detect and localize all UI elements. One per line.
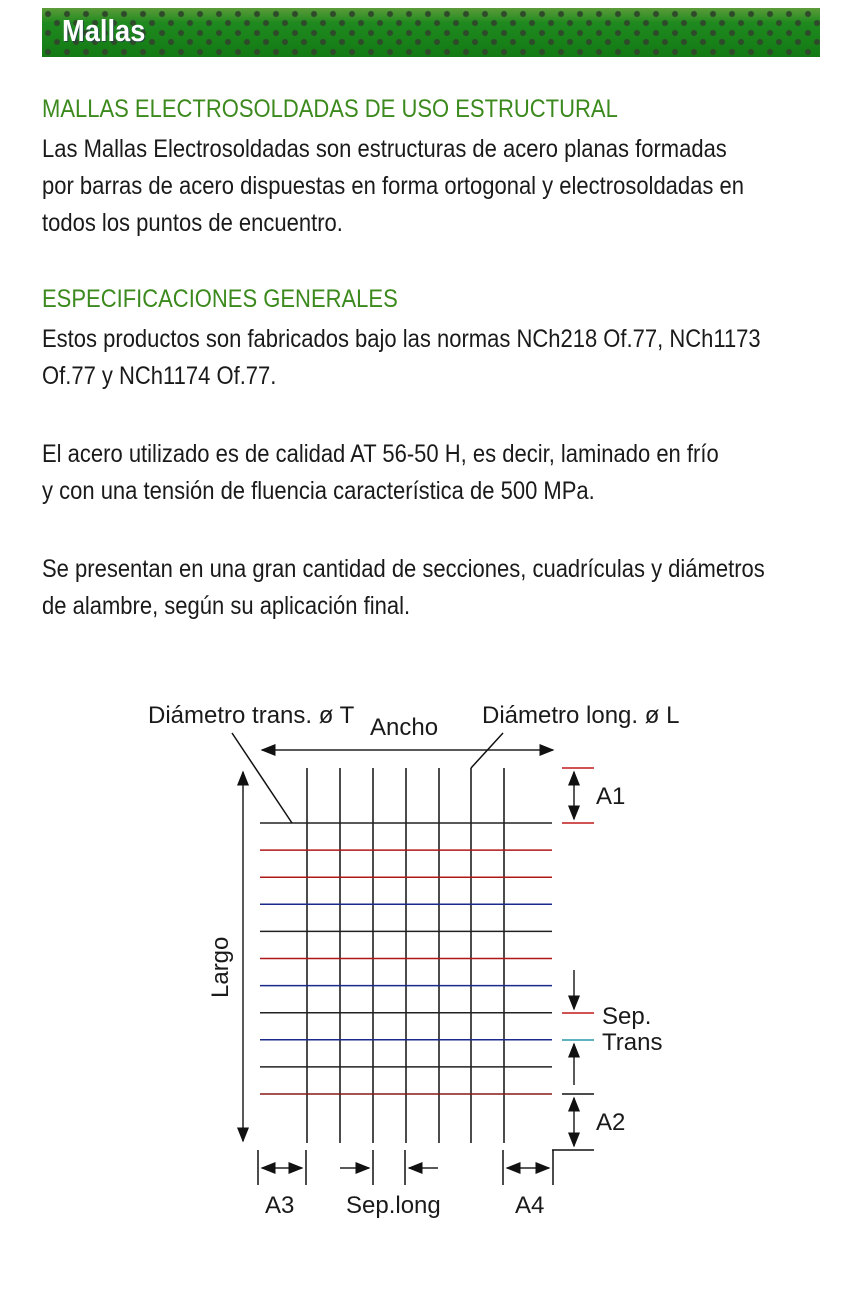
label-diametro-trans: Diámetro trans. ø T bbox=[148, 702, 355, 729]
paragraph-line: Estos productos son fabricados bajo las normas NCh218 Of.77, NCh1173 bbox=[42, 325, 761, 353]
page-title: Mallas bbox=[62, 13, 146, 48]
mesh-grid bbox=[232, 733, 594, 1185]
label-a3: A3 bbox=[265, 1192, 295, 1219]
paragraph-line: de alambre, según su aplicación final. bbox=[42, 592, 411, 620]
label-a2: A2 bbox=[596, 1109, 626, 1136]
label-trans: Trans bbox=[602, 1029, 663, 1056]
paragraph-line: Se presentan en una gran cantidad de secciones, cuadrículas y diámetros bbox=[42, 555, 765, 583]
paragraph-line: Of.77 y NCh1174 Of.77. bbox=[42, 362, 277, 390]
paragraph-line: El acero utilizado es de calidad AT 56-50 H, es decir, laminado en frío bbox=[42, 440, 719, 468]
paragraph-line: todos los puntos de encuentro. bbox=[42, 209, 343, 237]
paragraph-line: Las Mallas Electrosoldadas son estructuras de acero planas formadas bbox=[42, 135, 727, 163]
section-heading-especificaciones: ESPECIFICACIONES GENERALES bbox=[42, 285, 398, 313]
label-sep-long: Sep.long bbox=[346, 1192, 441, 1219]
paragraph-line: por barras de acero dispuestas en forma ortogonal y electrosoldadas en bbox=[42, 172, 744, 200]
label-ancho: Ancho bbox=[370, 714, 439, 741]
paragraph-line: y con una tensión de fluencia característica de 500 MPa. bbox=[42, 477, 595, 505]
label-a4: A4 bbox=[515, 1192, 545, 1219]
label-a1: A1 bbox=[596, 783, 626, 810]
diametro-trans-leader bbox=[232, 733, 292, 823]
label-diametro-long: Diámetro long. ø L bbox=[482, 702, 680, 729]
label-largo: Largo bbox=[207, 936, 234, 998]
label-sep: Sep. bbox=[602, 1003, 652, 1030]
section-heading-mallas: MALLAS ELECTROSOLDADAS DE USO ESTRUCTURAL bbox=[42, 95, 618, 123]
